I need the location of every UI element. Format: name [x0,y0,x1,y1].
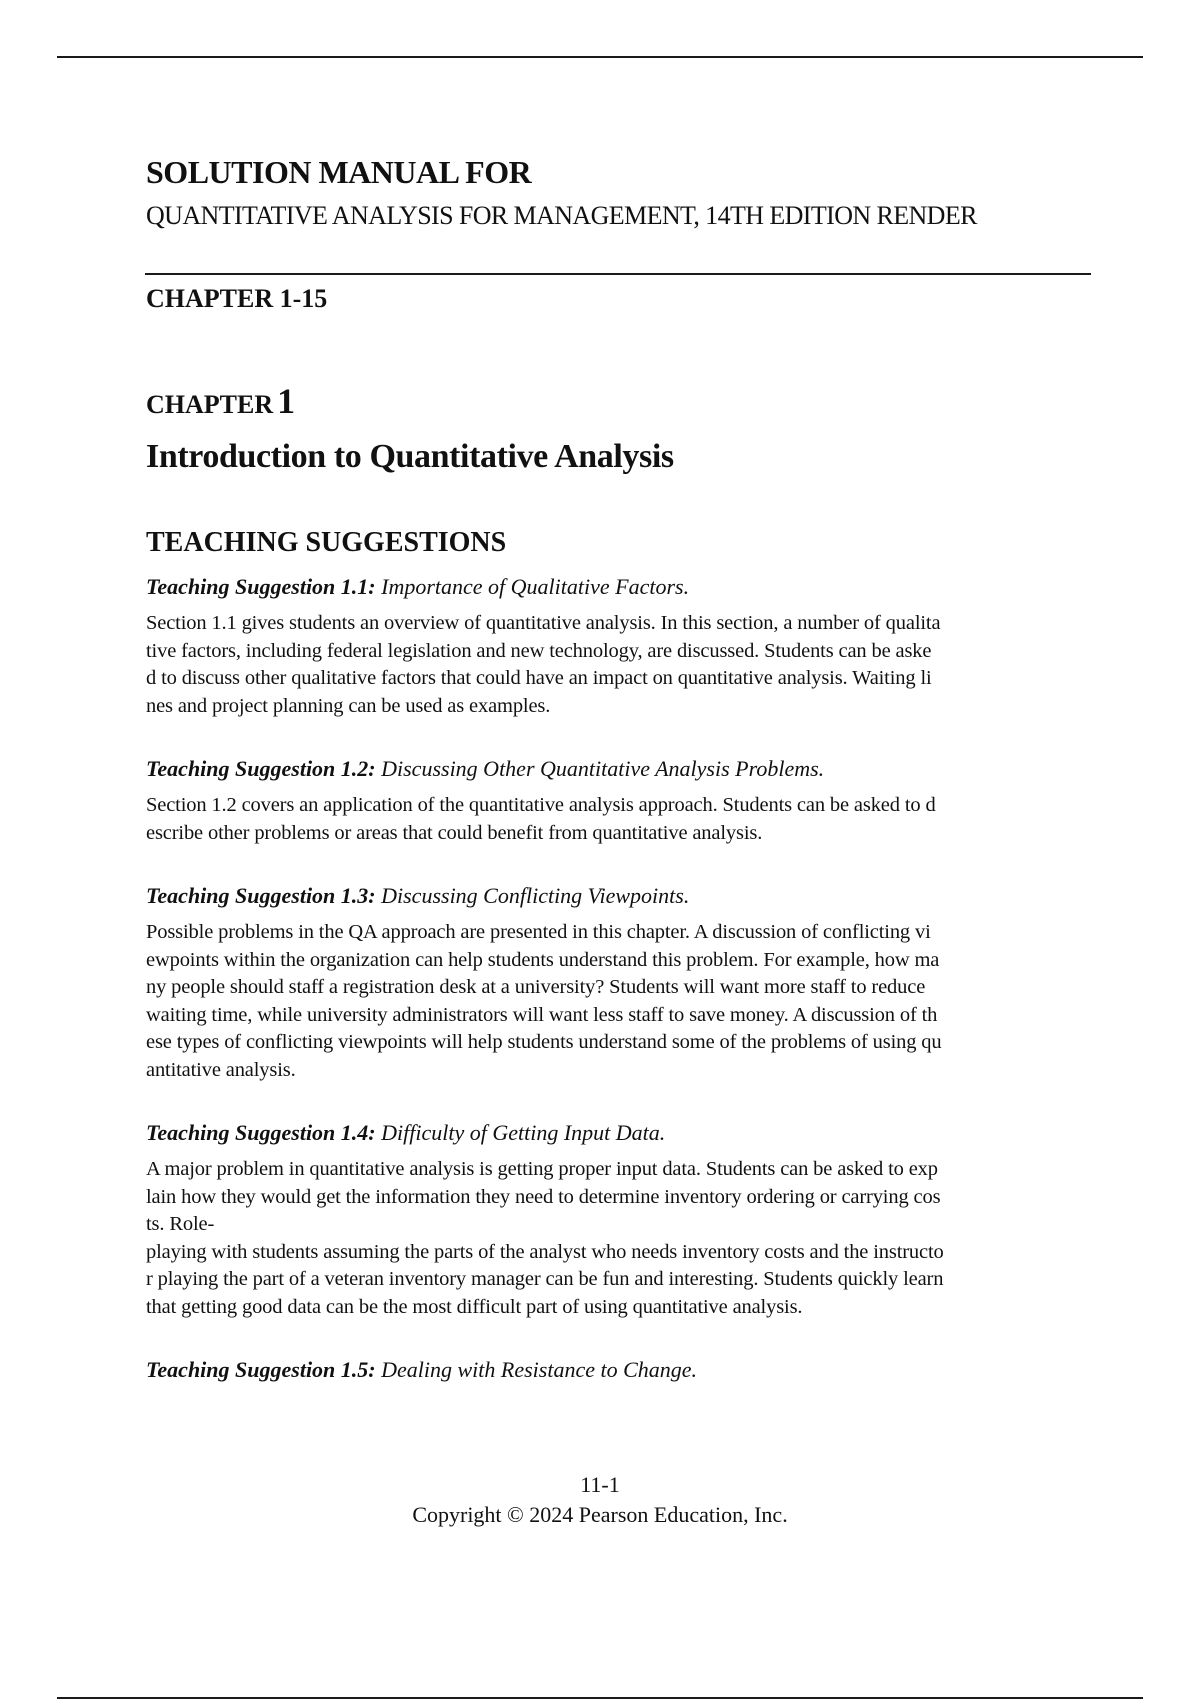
body-line: Possible problems in the QA approach are presented in this chapter. A discussion of conflicting vi [146,921,931,943]
body-line: antitative analysis. [146,1058,296,1081]
body-line: ewpoints within the organization can help students understand this problem. For example, how ma [146,948,940,971]
suggestion-topic: Difficulty of Getting Input Data. [381,1120,666,1145]
bottom-rule [57,1697,1143,1699]
page-footer [0,1470,1200,1530]
chapter-title: Introduction to Quantitative Analysis [146,438,674,475]
suggestion-topic: Importance of Qualitative Factors. [381,574,690,599]
body-line: ny people should staff a registration desk at a university? Students will want more staff to reduce [146,976,926,998]
chapter-range: CHAPTER 1-15 [146,284,328,313]
copyright-notice: Copyright © 2024 Pearson Education, Inc. [412,1502,788,1527]
teaching-suggestion [146,881,1092,1084]
chapter-number: 1 [277,381,296,421]
body-line: ts. Role- [146,1213,215,1235]
suggestion-body [146,919,1092,1084]
suggestion-body [146,610,1092,720]
top-rule [57,56,1143,58]
body-line: d to discuss other qualitative factors that could have an impact on quantitative analysis. Waiting li [146,667,932,689]
document-subtitle: QUANTITATIVE ANALYSIS FOR MANAGEMENT, 14TH EDITION RENDER [146,201,977,230]
body-line: lain how they would get the information they need to determine inventory ordering or carrying cos [146,1185,941,1208]
suggestion-topic: Discussing Other Quantitative Analysis Problems. [381,756,825,781]
body-line: r playing the part of a veteran inventory manager can be fun and interesting. Students quickly learn [146,1268,944,1290]
title-underline-rule [145,273,1091,275]
teaching-suggestion-heading [146,754,1092,784]
teaching-suggestion [146,754,1092,847]
suggestion-label: Teaching Suggestion 1.5: [146,1357,376,1382]
teaching-suggestion-heading [146,572,1092,602]
document-title: SOLUTION MANUAL FOR [146,154,532,190]
body-line: waiting time, while university administrators will want less staff to save money. A discussion of th [146,1003,938,1026]
body-line: A major problem in quantitative analysis is getting proper input data. Students can be asked to exp [146,1158,938,1180]
page-content [146,150,1092,1382]
teaching-suggestion-heading [146,1118,1092,1148]
teaching-suggestion-heading [146,881,1092,911]
body-line: ese types of conflicting viewpoints will help students understand some of the problems of using qu [146,1031,942,1053]
suggestion-body [146,792,1092,847]
teaching-suggestion-heading [146,1355,1092,1385]
suggestion-label: Teaching Suggestion 1.1: [146,574,376,599]
suggestion-topic: Discussing Conflicting Viewpoints. [381,883,690,908]
teaching-suggestions-list [146,572,1092,1393]
suggestion-topic: Dealing with Resistance to Change. [381,1357,698,1382]
body-line: Section 1.1 gives students an overview of quantitative analysis. In this section, a number of qualita [146,612,941,634]
body-line: tive factors, including federal legislation and new technology, are discussed. Students can be aske [146,639,932,662]
suggestion-body [146,1156,1092,1321]
body-line: that getting good data can be the most difficult part of using quantitative analysis. [146,1295,803,1318]
teaching-suggestion [146,1355,1092,1385]
section-heading: TEACHING SUGGESTIONS [146,527,507,558]
body-line: nes and project planning can be used as examples. [146,694,551,717]
body-line: playing with students assuming the parts of the analyst who needs inventory costs and the instructo [146,1240,944,1263]
chapter-label [146,379,295,431]
suggestion-label: Teaching Suggestion 1.2: [146,756,376,781]
suggestion-label: Teaching Suggestion 1.3: [146,883,376,908]
teaching-suggestion [146,572,1092,720]
teaching-suggestion [146,1118,1092,1321]
body-line: Section 1.2 covers an application of the quantitative analysis approach. Students can be asked to d [146,794,936,816]
body-line: escribe other problems or areas that could benefit from quantitative analysis. [146,821,763,844]
page-number: 11-1 [580,1472,620,1497]
chapter-word: CHAPTER [146,390,274,419]
suggestion-label: Teaching Suggestion 1.4: [146,1120,376,1145]
